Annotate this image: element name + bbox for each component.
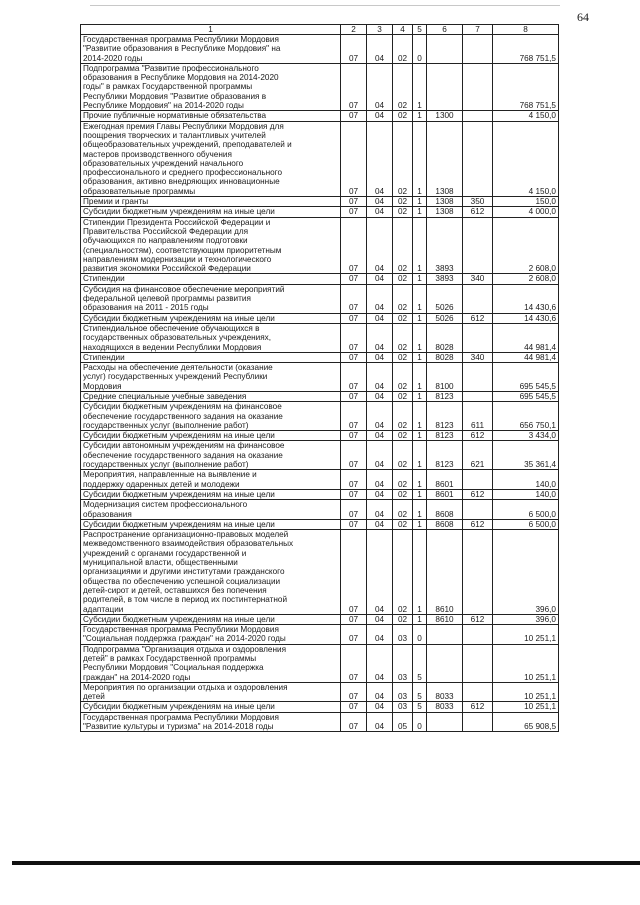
expense-type-cell <box>463 284 493 313</box>
row-name-cell: Модернизация систем профессионального образования <box>81 500 341 520</box>
subsection-code-cell: 04 <box>367 274 393 284</box>
row-name-cell: Премии и гранты <box>81 197 341 207</box>
section-code-cell: 07 <box>341 431 367 441</box>
program-code-cell: 02 <box>393 313 413 323</box>
subsection-code-cell: 04 <box>367 313 393 323</box>
subsection-code-cell: 04 <box>367 363 393 392</box>
direction-code-cell: 8123 <box>427 391 463 401</box>
program-code-cell: 02 <box>393 323 413 352</box>
section-code-cell: 07 <box>341 274 367 284</box>
header-col-8: 8 <box>493 25 559 35</box>
row-name-cell: Подпрограмма "Организация отдыха и оздоровления детей" в рамках Государственной программы Республики Мордовия "Социальная поддержка граждан" на 2014-2020 годы <box>81 644 341 682</box>
table-row <box>81 489 559 499</box>
expense-type-cell <box>463 644 493 682</box>
direction-code-cell <box>427 35 463 64</box>
amount-cell: 10 251,1 <box>493 682 559 702</box>
amount-cell: 44 981,4 <box>493 352 559 362</box>
scan-top-rule <box>90 5 560 6</box>
subsection-code-cell: 04 <box>367 702 393 712</box>
amount-cell: 10 251,1 <box>493 644 559 682</box>
table-body <box>81 35 559 732</box>
subprogram-code-cell: 1 <box>413 121 427 196</box>
program-code-cell: 02 <box>393 441 413 470</box>
expense-type-cell: 612 <box>463 313 493 323</box>
table-row <box>81 712 559 732</box>
table-row <box>81 441 559 470</box>
subsection-code-cell: 04 <box>367 63 393 110</box>
section-code-cell: 07 <box>341 500 367 520</box>
amount-cell: 396,0 <box>493 614 559 624</box>
program-code-cell: 02 <box>393 35 413 64</box>
amount-cell: 10 251,1 <box>493 702 559 712</box>
amount-cell: 65 908,5 <box>493 712 559 732</box>
direction-code-cell: 8608 <box>427 500 463 520</box>
scan-bottom-bar <box>12 861 640 865</box>
program-code-cell: 02 <box>393 530 413 615</box>
row-name-cell: Субсидии бюджетным учреждениям на иные цели <box>81 702 341 712</box>
subsection-code-cell: 04 <box>367 441 393 470</box>
amount-cell: 695 545,5 <box>493 363 559 392</box>
row-name-cell: Средние специальные учебные заведения <box>81 391 341 401</box>
subsection-code-cell: 04 <box>367 470 393 490</box>
direction-code-cell: 8100 <box>427 363 463 392</box>
subsection-code-cell: 04 <box>367 644 393 682</box>
subprogram-code-cell: 1 <box>413 391 427 401</box>
expense-type-cell: 612 <box>463 489 493 499</box>
amount-cell: 396,0 <box>493 530 559 615</box>
table-row <box>81 217 559 274</box>
table-row <box>81 702 559 712</box>
subsection-code-cell: 04 <box>367 111 393 121</box>
expense-type-cell <box>463 363 493 392</box>
row-name-cell: Субсидии бюджетным учреждениям на финансовое обеспечение государственного задания на оказание государственных услуг (выполнение работ) <box>81 402 341 431</box>
direction-code-cell: 8608 <box>427 519 463 529</box>
row-name-cell: Расходы на обеспечение деятельности (оказание услуг) государственных учреждений Республики Мордовия <box>81 363 341 392</box>
subsection-code-cell: 04 <box>367 217 393 274</box>
subprogram-code-cell: 1 <box>413 402 427 431</box>
direction-code-cell <box>427 644 463 682</box>
program-code-cell: 02 <box>393 391 413 401</box>
table-row <box>81 63 559 110</box>
row-name-cell: Стипендии <box>81 352 341 362</box>
section-code-cell: 07 <box>341 197 367 207</box>
header-col-3: 3 <box>367 25 393 35</box>
section-code-cell: 07 <box>341 391 367 401</box>
program-code-cell: 02 <box>393 431 413 441</box>
amount-cell: 4 150,0 <box>493 111 559 121</box>
section-code-cell: 07 <box>341 519 367 529</box>
row-name-cell: Субсидии бюджетным учреждениям на иные цели <box>81 207 341 217</box>
row-name-cell: Государственная программа Республики Мордовия "Развитие образования в Республике Мордовия" на 2014-2020 годы <box>81 35 341 64</box>
direction-code-cell: 8028 <box>427 323 463 352</box>
subprogram-code-cell: 1 <box>413 431 427 441</box>
row-name-cell: Государственная программа Республики Мордовия "Социальная поддержка граждан" на 2014-2020 годы <box>81 625 341 645</box>
section-code-cell: 07 <box>341 489 367 499</box>
direction-code-cell <box>427 63 463 110</box>
subsection-code-cell: 04 <box>367 391 393 401</box>
subsection-code-cell: 04 <box>367 284 393 313</box>
row-name-cell: Прочие публичные нормативные обязательства <box>81 111 341 121</box>
table-row <box>81 121 559 196</box>
row-name-cell: Мероприятия, направленные на выявление и поддержку одаренных детей и молодежи <box>81 470 341 490</box>
table-header-row <box>81 25 559 35</box>
header-col-1: 1 <box>81 25 341 35</box>
amount-cell: 656 750,1 <box>493 402 559 431</box>
direction-code-cell <box>427 625 463 645</box>
section-code-cell: 07 <box>341 702 367 712</box>
section-code-cell: 07 <box>341 207 367 217</box>
expense-type-cell <box>463 530 493 615</box>
section-code-cell: 07 <box>341 323 367 352</box>
program-code-cell: 02 <box>393 402 413 431</box>
amount-cell: 4 150,0 <box>493 121 559 196</box>
direction-code-cell: 8033 <box>427 682 463 702</box>
direction-code-cell: 1308 <box>427 207 463 217</box>
section-code-cell: 07 <box>341 363 367 392</box>
expense-type-cell <box>463 217 493 274</box>
table-row <box>81 682 559 702</box>
subsection-code-cell: 04 <box>367 323 393 352</box>
subsection-code-cell: 04 <box>367 352 393 362</box>
amount-cell: 2 608,0 <box>493 217 559 274</box>
expense-type-cell <box>463 500 493 520</box>
table-row <box>81 274 559 284</box>
section-code-cell: 07 <box>341 682 367 702</box>
expense-type-cell: 612 <box>463 431 493 441</box>
subsection-code-cell: 04 <box>367 207 393 217</box>
table-row <box>81 352 559 362</box>
direction-code-cell: 3893 <box>427 274 463 284</box>
page-number: 64 <box>577 10 589 24</box>
subprogram-code-cell: 1 <box>413 274 427 284</box>
row-name-cell: Распространение организационно-правовых моделей межведомственного взаимодействия образовательных учреждений с органами государственной и муниципальной власти, общественными организациями и другими институтами гражданского общества по обеспечению успешной социализации детей-сирот и детей, оставшихся без попечения родителей, в том числе в период их постинтернатной адаптации <box>81 530 341 615</box>
subprogram-code-cell: 1 <box>413 441 427 470</box>
expense-type-cell: 621 <box>463 441 493 470</box>
subprogram-code-cell: 1 <box>413 207 427 217</box>
table-row <box>81 500 559 520</box>
expense-type-cell: 611 <box>463 402 493 431</box>
amount-cell: 35 361,4 <box>493 441 559 470</box>
subprogram-code-cell: 5 <box>413 682 427 702</box>
direction-code-cell: 8123 <box>427 431 463 441</box>
section-code-cell: 07 <box>341 625 367 645</box>
expense-type-cell <box>463 470 493 490</box>
expense-type-cell: 612 <box>463 519 493 529</box>
subsection-code-cell: 04 <box>367 35 393 64</box>
header-col-7: 7 <box>463 25 493 35</box>
section-code-cell: 07 <box>341 712 367 732</box>
program-code-cell: 02 <box>393 284 413 313</box>
subprogram-code-cell: 1 <box>413 519 427 529</box>
expense-type-cell <box>463 712 493 732</box>
direction-code-cell: 8028 <box>427 352 463 362</box>
direction-code-cell: 1308 <box>427 121 463 196</box>
row-name-cell: Ежегодная премия Главы Республики Мордовия для поощрения творческих и талантливых учителей общеобразовательных учреждений, преподавателей и мастеров производственного обучения образовательных учреждений начального профессионального и среднего профессионального образования, активно внедряющих инновационные образовательные программы <box>81 121 341 196</box>
section-code-cell: 07 <box>341 530 367 615</box>
program-code-cell: 02 <box>393 519 413 529</box>
subsection-code-cell: 04 <box>367 712 393 732</box>
subprogram-code-cell: 0 <box>413 35 427 64</box>
subsection-code-cell: 04 <box>367 431 393 441</box>
subsection-code-cell: 04 <box>367 625 393 645</box>
amount-cell: 695 545,5 <box>493 391 559 401</box>
direction-code-cell <box>427 712 463 732</box>
subprogram-code-cell: 1 <box>413 614 427 624</box>
table-row <box>81 35 559 64</box>
header-col-2: 2 <box>341 25 367 35</box>
program-code-cell: 02 <box>393 63 413 110</box>
expense-type-cell: 612 <box>463 207 493 217</box>
section-code-cell: 07 <box>341 352 367 362</box>
row-name-cell: Стипендии Президента Российской Федерации и Правительства Российской Федерации для обучающихся по направлениям подготовки (специальностям), соответствующим приоритетным направлениям модернизации и технологического развития экономики Российской Федерации <box>81 217 341 274</box>
program-code-cell: 02 <box>393 207 413 217</box>
direction-code-cell: 1300 <box>427 111 463 121</box>
table-row <box>81 111 559 121</box>
table-row <box>81 207 559 217</box>
program-code-cell: 02 <box>393 197 413 207</box>
table-row <box>81 614 559 624</box>
subprogram-code-cell: 1 <box>413 489 427 499</box>
subprogram-code-cell: 1 <box>413 363 427 392</box>
program-code-cell: 05 <box>393 712 413 732</box>
subsection-code-cell: 04 <box>367 682 393 702</box>
row-name-cell: Подпрограмма "Развитие профессионального образования в Республике Мордовия на 2014-2020 годы" в рамках Государственной программы Республики Мордовия "Развитие образования в Республике Мордовия" на 2014-2020 годы <box>81 63 341 110</box>
direction-code-cell: 3893 <box>427 217 463 274</box>
subprogram-code-cell: 1 <box>413 530 427 615</box>
program-code-cell: 02 <box>393 500 413 520</box>
budget-table <box>80 24 559 732</box>
table-row <box>81 313 559 323</box>
amount-cell: 14 430,6 <box>493 284 559 313</box>
amount-cell: 44 981,4 <box>493 323 559 352</box>
section-code-cell: 07 <box>341 111 367 121</box>
amount-cell: 6 500,0 <box>493 519 559 529</box>
table-row <box>81 519 559 529</box>
table-row <box>81 323 559 352</box>
subprogram-code-cell: 1 <box>413 197 427 207</box>
program-code-cell: 03 <box>393 682 413 702</box>
direction-code-cell: 5026 <box>427 284 463 313</box>
program-code-cell: 02 <box>393 121 413 196</box>
section-code-cell: 07 <box>341 644 367 682</box>
subprogram-code-cell: 0 <box>413 625 427 645</box>
section-code-cell: 07 <box>341 470 367 490</box>
expense-type-cell: 340 <box>463 274 493 284</box>
subsection-code-cell: 04 <box>367 519 393 529</box>
amount-cell: 6 500,0 <box>493 500 559 520</box>
section-code-cell: 07 <box>341 441 367 470</box>
amount-cell: 768 751,5 <box>493 35 559 64</box>
direction-code-cell: 8123 <box>427 402 463 431</box>
subprogram-code-cell: 1 <box>413 284 427 313</box>
subprogram-code-cell: 1 <box>413 313 427 323</box>
amount-cell: 140,0 <box>493 470 559 490</box>
subsection-code-cell: 04 <box>367 402 393 431</box>
program-code-cell: 02 <box>393 363 413 392</box>
program-code-cell: 03 <box>393 625 413 645</box>
header-col-6: 6 <box>427 25 463 35</box>
direction-code-cell: 8601 <box>427 489 463 499</box>
section-code-cell: 07 <box>341 614 367 624</box>
header-col-5: 5 <box>413 25 427 35</box>
expense-type-cell: 340 <box>463 352 493 362</box>
program-code-cell: 02 <box>393 217 413 274</box>
section-code-cell: 07 <box>341 217 367 274</box>
subsection-code-cell: 04 <box>367 197 393 207</box>
expense-type-cell <box>463 682 493 702</box>
amount-cell: 150,0 <box>493 197 559 207</box>
expense-type-cell: 612 <box>463 614 493 624</box>
subsection-code-cell: 04 <box>367 500 393 520</box>
table-row <box>81 197 559 207</box>
subprogram-code-cell: 5 <box>413 702 427 712</box>
section-code-cell: 07 <box>341 63 367 110</box>
program-code-cell: 03 <box>393 644 413 682</box>
row-name-cell: Субсидии автономным учреждениям на финансовое обеспечение государственного задания на оказание государственных услуг (выполнение работ) <box>81 441 341 470</box>
table-row <box>81 644 559 682</box>
program-code-cell: 02 <box>393 470 413 490</box>
program-code-cell: 02 <box>393 489 413 499</box>
subsection-code-cell: 04 <box>367 121 393 196</box>
subprogram-code-cell: 1 <box>413 217 427 274</box>
row-name-cell: Стипендиальное обеспечение обучающихся в государственных образовательных учреждениях, находящихся в ведении Республики Мордовия <box>81 323 341 352</box>
amount-cell: 10 251,1 <box>493 625 559 645</box>
direction-code-cell: 8123 <box>427 441 463 470</box>
expense-type-cell <box>463 63 493 110</box>
expense-type-cell <box>463 121 493 196</box>
program-code-cell: 03 <box>393 702 413 712</box>
section-code-cell: 07 <box>341 313 367 323</box>
direction-code-cell: 8601 <box>427 470 463 490</box>
section-code-cell: 07 <box>341 35 367 64</box>
expense-type-cell <box>463 391 493 401</box>
subprogram-code-cell: 1 <box>413 500 427 520</box>
table-row <box>81 431 559 441</box>
direction-code-cell: 8033 <box>427 702 463 712</box>
section-code-cell: 07 <box>341 402 367 431</box>
amount-cell: 2 608,0 <box>493 274 559 284</box>
amount-cell: 768 751,5 <box>493 63 559 110</box>
direction-code-cell: 1308 <box>427 197 463 207</box>
expense-type-cell <box>463 625 493 645</box>
subprogram-code-cell: 1 <box>413 352 427 362</box>
subprogram-code-cell: 1 <box>413 323 427 352</box>
subsection-code-cell: 04 <box>367 614 393 624</box>
section-code-cell: 07 <box>341 121 367 196</box>
section-code-cell: 07 <box>341 284 367 313</box>
table-row <box>81 391 559 401</box>
subprogram-code-cell: 0 <box>413 712 427 732</box>
row-name-cell: Государственная программа Республики Мордовия "Развитие культуры и туризма" на 2014-2018 годы <box>81 712 341 732</box>
header-col-4: 4 <box>393 25 413 35</box>
subprogram-code-cell: 5 <box>413 644 427 682</box>
subprogram-code-cell: 1 <box>413 111 427 121</box>
table-row <box>81 530 559 615</box>
program-code-cell: 02 <box>393 274 413 284</box>
amount-cell: 14 430,6 <box>493 313 559 323</box>
program-code-cell: 02 <box>393 614 413 624</box>
subsection-code-cell: 04 <box>367 530 393 615</box>
row-name-cell: Субсидии бюджетным учреждениям на иные цели <box>81 431 341 441</box>
program-code-cell: 02 <box>393 111 413 121</box>
row-name-cell: Субсидии бюджетным учреждениям на иные цели <box>81 519 341 529</box>
subprogram-code-cell: 1 <box>413 63 427 110</box>
amount-cell: 4 000,0 <box>493 207 559 217</box>
expense-type-cell <box>463 35 493 64</box>
row-name-cell: Субсидии бюджетным учреждениям на иные цели <box>81 489 341 499</box>
table-row <box>81 402 559 431</box>
table-row <box>81 363 559 392</box>
row-name-cell: Субсидии бюджетным учреждениям на иные цели <box>81 313 341 323</box>
expense-type-cell: 612 <box>463 702 493 712</box>
row-name-cell: Субсидии бюджетным учреждениям на иные цели <box>81 614 341 624</box>
subsection-code-cell: 04 <box>367 489 393 499</box>
expense-type-cell: 350 <box>463 197 493 207</box>
direction-code-cell: 5026 <box>427 313 463 323</box>
table-row <box>81 470 559 490</box>
direction-code-cell: 8610 <box>427 614 463 624</box>
row-name-cell: Субсидия на финансовое обеспечение мероприятий федеральной целевой программы развития образования на 2011 - 2015 годы <box>81 284 341 313</box>
subprogram-code-cell: 1 <box>413 470 427 490</box>
row-name-cell: Стипендии <box>81 274 341 284</box>
amount-cell: 140,0 <box>493 489 559 499</box>
row-name-cell: Мероприятия по организации отдыха и оздоровления детей <box>81 682 341 702</box>
table-row <box>81 625 559 645</box>
table-row <box>81 284 559 313</box>
program-code-cell: 02 <box>393 352 413 362</box>
amount-cell: 3 434,0 <box>493 431 559 441</box>
expense-type-cell <box>463 111 493 121</box>
expense-type-cell <box>463 323 493 352</box>
direction-code-cell: 8610 <box>427 530 463 615</box>
